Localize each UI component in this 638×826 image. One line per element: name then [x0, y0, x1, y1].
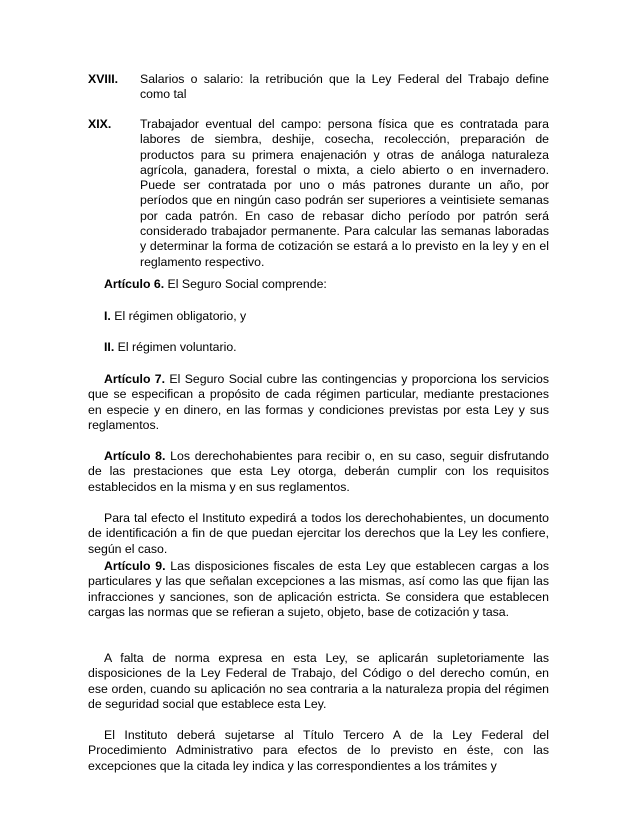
article-heading: Artículo 9. [104, 559, 166, 573]
definition-xviii [88, 72, 549, 103]
article-heading: Artículo 6. [104, 277, 165, 291]
item-number: I. [104, 309, 111, 323]
definition-number: XVIII. [88, 72, 119, 86]
article-heading: Artículo 7. [104, 372, 166, 386]
article-8-paragraph-2: Para tal efecto el Instituto expedirá a todos los derechohabientes, un documento de identificación a fin de que puedan ejercitar los derechos que la Ley les confiere, según el caso. [88, 511, 549, 556]
item-text: El régimen obligatorio, y [110, 309, 247, 323]
article-6 [88, 277, 549, 292]
article-text: El Seguro Social cubre las contingencias y proporciona los servicios que se especifican a propósito de cada régimen particular, mediante prestaciones en especie y en dinero, en las formas y condiciones previstas por esta Ley y sus reglamentos. [88, 372, 549, 432]
article-text: Los derechohabientes para recibir o, en su caso, seguir disfrutando de las prestaciones que esta Ley otorga, deberán cumplir con los requisitos establecidos en la misma y en sus reglamentos. [88, 449, 549, 494]
article-6-item-1 [88, 309, 549, 324]
definition-text: Salarios o salario: la retribución que la Ley Federal del Trabajo define como tal [140, 72, 549, 102]
article-text: El Seguro Social comprende: [164, 277, 327, 291]
definition-xix [88, 117, 549, 270]
article-heading: Artículo 8. [104, 449, 166, 463]
article-8 [88, 449, 549, 495]
item-number: II. [104, 340, 115, 354]
article-9-paragraph-3: El Instituto deberá sujetarse al Título Tercero A de la Ley Federal del Procedimiento Administrativo para efectos de lo previsto en éste, con las excepciones que la citada ley indica y las correspondientes a los trámites y [88, 728, 549, 773]
article-9-paragraph-2: A falta de norma expresa en esta Ley, se aplicarán supletoriamente las disposiciones de la Ley Federal de Trabajo, del Código o del derecho común, en ese orden, cuando su aplicación no sea contraria a la naturaleza propia del régimen de seguridad social que establece esta Ley. [88, 651, 549, 711]
article-6-item-2 [88, 340, 549, 355]
article-text: Las disposiciones fiscales de esta Ley que establecen cargas a los particulares y las que señalan excepciones a las mismas, así como las que fijan las infracciones y sanciones, son de aplicación estricta. Se considera que establecen cargas las normas que se refieran a sujeto, objeto, base de cotización y tasa. [88, 559, 549, 619]
article-9 [88, 559, 549, 620]
definition-text: Trabajador eventual del campo: persona física que es contratada para labores de siembra, deshije, cosecha, recolección, preparación de productos para su primera enajenación y otras de análoga naturaleza agrícola, ganadera, forestal o mixta, a cielo abierto o en invernadero. Puede ser contratada por uno o más patrones durante un año, por períodos que en ningún caso podrán ser superiores a veintisiete semanas por cada patrón. En caso de rebasar dicho período por patrón será considerado trabajador permanente. Para calcular las semanas laboradas y determinar la forma de cotización se estará a lo previsto en la ley y en el reglamento respectivo. [140, 117, 549, 269]
item-text: El régimen voluntario. [114, 340, 237, 354]
article-7 [88, 372, 549, 433]
definition-number: XIX. [88, 117, 112, 131]
